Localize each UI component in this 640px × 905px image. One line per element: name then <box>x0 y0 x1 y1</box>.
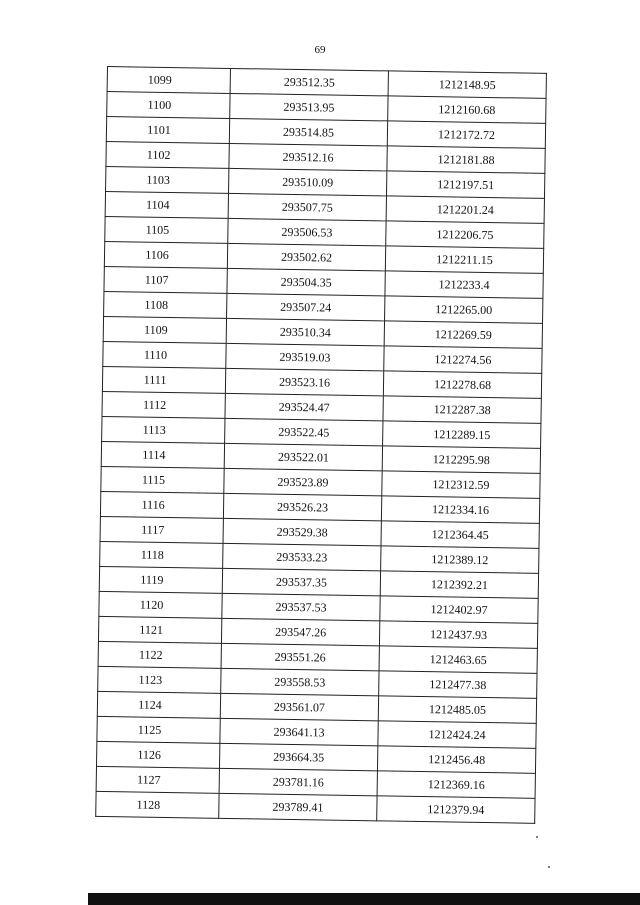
x-coordinate-cell: 293561.07 <box>220 693 378 720</box>
x-coordinate-cell: 293522.01 <box>224 443 382 470</box>
x-coordinate-cell: 293551.26 <box>221 643 379 670</box>
x-coordinate-cell: 293513.95 <box>230 93 388 120</box>
x-coordinate-cell: 293512.35 <box>230 68 388 95</box>
point-number-cell: 1121 <box>98 616 221 643</box>
y-coordinate-cell: 1212265.00 <box>385 296 543 323</box>
point-number-cell: 1111 <box>102 366 225 393</box>
x-coordinate-cell: 293507.24 <box>227 293 385 320</box>
y-coordinate-cell: 1212181.88 <box>387 146 545 173</box>
y-coordinate-cell: 1212295.98 <box>382 446 540 473</box>
x-coordinate-cell: 293664.35 <box>219 743 377 770</box>
point-number-cell: 1112 <box>102 391 225 418</box>
y-coordinate-cell: 1212437.93 <box>379 621 537 648</box>
point-number-cell: 1118 <box>100 541 223 568</box>
scan-border <box>88 893 640 905</box>
x-coordinate-cell: 293507.75 <box>228 193 386 220</box>
y-coordinate-cell: 1212463.65 <box>379 646 537 673</box>
point-number-cell: 1120 <box>99 591 222 618</box>
y-coordinate-cell: 1212278.68 <box>383 371 541 398</box>
point-number-cell: 1119 <box>99 566 222 593</box>
point-number-cell: 1102 <box>106 141 229 168</box>
point-number-cell: 1124 <box>97 691 220 718</box>
y-coordinate-cell: 1212389.12 <box>381 546 539 573</box>
point-number-cell: 1104 <box>105 191 228 218</box>
x-coordinate-cell: 293537.35 <box>222 568 380 595</box>
x-coordinate-cell: 293522.45 <box>225 418 383 445</box>
point-number-cell: 1100 <box>107 92 230 119</box>
y-coordinate-cell: 1212364.45 <box>381 521 539 548</box>
point-number-cell: 1115 <box>101 466 224 493</box>
x-coordinate-cell: 293510.34 <box>226 318 384 345</box>
x-coordinate-cell: 293789.41 <box>219 793 377 820</box>
point-number-cell: 1122 <box>98 641 221 668</box>
point-number-cell: 1113 <box>102 416 225 443</box>
y-coordinate-cell: 1212334.16 <box>381 496 539 523</box>
point-number-cell: 1109 <box>103 316 226 343</box>
y-coordinate-cell: 1212233.4 <box>385 271 543 298</box>
x-coordinate-cell: 293514.85 <box>229 118 387 145</box>
page-number: 69 <box>314 44 326 56</box>
x-coordinate-cell: 293529.38 <box>223 518 381 545</box>
y-coordinate-cell: 1212201.24 <box>386 196 544 223</box>
x-coordinate-cell: 293537.53 <box>222 593 380 620</box>
x-coordinate-cell: 293510.09 <box>229 168 387 195</box>
y-coordinate-cell: 1212312.59 <box>382 471 540 498</box>
point-number-cell: 1105 <box>105 216 228 243</box>
point-number-cell: 1101 <box>106 117 229 144</box>
x-coordinate-cell: 293547.26 <box>221 618 379 645</box>
x-coordinate-cell: 293519.03 <box>226 343 384 370</box>
y-coordinate-cell: 1212148.95 <box>388 71 546 98</box>
scan-speck <box>548 866 550 868</box>
point-number-cell: 1114 <box>101 441 224 468</box>
coordinate-table-body <box>96 67 547 824</box>
x-coordinate-cell: 293524.47 <box>225 393 383 420</box>
x-coordinate-cell: 293512.16 <box>229 143 387 170</box>
point-number-cell: 1117 <box>100 516 223 543</box>
y-coordinate-cell: 1212287.38 <box>383 396 541 423</box>
y-coordinate-cell: 1212456.48 <box>377 746 535 773</box>
y-coordinate-cell: 1212424.24 <box>378 721 536 748</box>
point-number-cell: 1116 <box>100 491 223 518</box>
point-number-cell: 1108 <box>104 291 227 318</box>
point-number-cell: 1110 <box>103 341 226 368</box>
y-coordinate-cell: 1212274.56 <box>384 346 542 373</box>
x-coordinate-cell: 293523.16 <box>225 368 383 395</box>
y-coordinate-cell: 1212211.15 <box>385 246 543 273</box>
x-coordinate-cell: 293781.16 <box>219 768 377 795</box>
x-coordinate-cell: 293523.89 <box>224 468 382 495</box>
y-coordinate-cell: 1212392.21 <box>380 571 538 598</box>
coordinate-table-wrapper <box>95 66 547 824</box>
point-number-cell: 1123 <box>98 666 221 693</box>
point-number-cell: 1106 <box>104 241 227 268</box>
y-coordinate-cell: 1212379.94 <box>377 796 535 823</box>
y-coordinate-cell: 1212197.51 <box>386 171 544 198</box>
y-coordinate-cell: 1212485.05 <box>378 696 536 723</box>
y-coordinate-cell: 1212369.16 <box>377 771 535 798</box>
y-coordinate-cell: 1212269.59 <box>384 321 542 348</box>
scan-speck <box>536 836 538 838</box>
coordinate-table <box>95 66 547 824</box>
point-number-cell: 1099 <box>107 67 230 94</box>
y-coordinate-cell: 1212289.15 <box>383 421 541 448</box>
x-coordinate-cell: 293504.35 <box>227 268 385 295</box>
y-coordinate-cell: 1212160.68 <box>388 96 546 123</box>
y-coordinate-cell: 1212477.38 <box>379 671 537 698</box>
point-number-cell: 1126 <box>96 741 219 768</box>
y-coordinate-cell: 1212402.97 <box>380 596 538 623</box>
x-coordinate-cell: 293533.23 <box>223 543 381 570</box>
x-coordinate-cell: 293641.13 <box>220 718 378 745</box>
point-number-cell: 1128 <box>96 791 219 818</box>
point-number-cell: 1125 <box>97 716 220 743</box>
y-coordinate-cell: 1212172.72 <box>387 121 545 148</box>
point-number-cell: 1127 <box>96 766 219 793</box>
x-coordinate-cell: 293502.62 <box>227 243 385 270</box>
x-coordinate-cell: 293558.53 <box>221 668 379 695</box>
point-number-cell: 1107 <box>104 266 227 293</box>
y-coordinate-cell: 1212206.75 <box>386 221 544 248</box>
point-number-cell: 1103 <box>106 166 229 193</box>
x-coordinate-cell: 293506.53 <box>228 218 386 245</box>
x-coordinate-cell: 293526.23 <box>223 493 381 520</box>
